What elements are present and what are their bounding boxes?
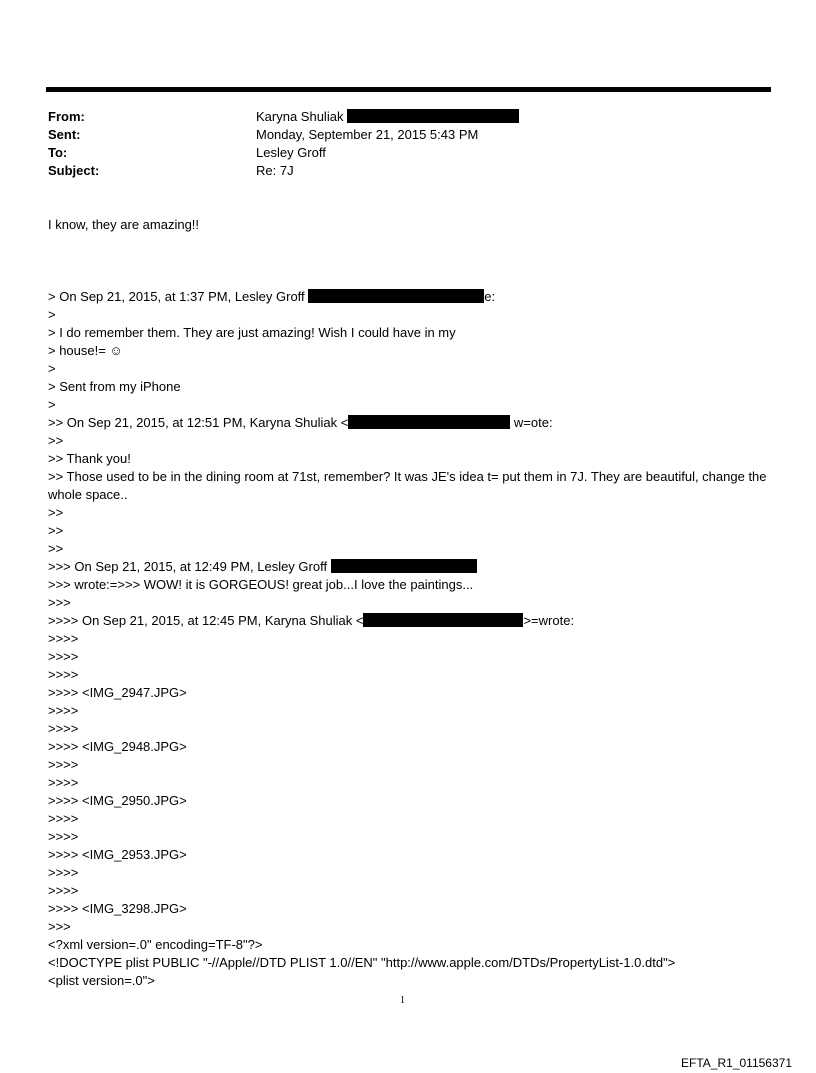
quote-line: >>>> [48, 829, 79, 844]
attachment-line: >>>> <IMG_2953.JPG> [48, 847, 187, 862]
quote-line: >>>> [48, 811, 79, 826]
subject-label: Subject: [48, 163, 100, 178]
quote-text: >>> On Sep 21, 2015, at 12:49 PM, Lesley Groff [48, 559, 331, 574]
redaction-box [331, 559, 477, 573]
attachment-line: >>>> <IMG_2948.JPG> [48, 739, 187, 754]
quote-line: > Sent from my iPhone [48, 379, 181, 394]
quote-text: w=ote: [510, 415, 553, 430]
subject-value: Re: 7J [256, 163, 294, 178]
quote-line: >>>> [48, 631, 79, 646]
quote-line: >> Those used to be in the dining room at 71st, remember? It was JE's idea t= put them in 7J. They are beautiful, change the whole space.. [48, 469, 767, 502]
quote-line: >>> [48, 919, 71, 934]
quote-line: >> [48, 541, 64, 556]
quote-text: >> On Sep 21, 2015, at 12:51 PM, Karyna Shuliak < [48, 415, 349, 430]
redaction-box [347, 109, 519, 123]
quote-line: >>>> [48, 667, 79, 682]
quote-line: > I do remember them. They are just amazing! Wish I could have in my [48, 325, 456, 340]
quote-line [48, 612, 574, 630]
opening-line: I know, they are amazing!! [48, 217, 200, 232]
to-label: To: [48, 145, 68, 160]
quote-text: >>>> On Sep 21, 2015, at 12:45 PM, Karyna Shuliak < [48, 613, 364, 628]
from-name: Karyna Shuliak [256, 109, 344, 124]
xml-line: <!DOCTYPE plist PUBLIC "-//Apple//DTD PLIST 1.0//EN" "http://www.apple.com/DTDs/PropertyList-1.0.dtd"> [48, 955, 676, 970]
quote-line [48, 288, 495, 306]
redaction-box [308, 289, 484, 303]
quote-line: >> [48, 523, 64, 538]
quote-line: > [48, 307, 56, 322]
quote-line: > house!= ☺ [48, 343, 123, 358]
quote-line: >>>> [48, 883, 79, 898]
quote-text: e: [484, 289, 496, 304]
to-value: Lesley Groff [256, 145, 326, 160]
xml-line: <?xml version=.0" encoding=TF-8"?> [48, 937, 263, 952]
from-value [256, 108, 519, 126]
redaction-box [363, 613, 523, 627]
quote-line: >>>> [48, 703, 79, 718]
attachment-line: >>>> <IMG_2947.JPG> [48, 685, 187, 700]
quote-line: >>>> [48, 649, 79, 664]
attachment-line: >>>> <IMG_3298.JPG> [48, 901, 187, 916]
xml-line: <plist version=.0"> [48, 973, 155, 988]
quote-line: >> [48, 505, 64, 520]
quote-line [48, 558, 477, 576]
quote-line: > [48, 397, 56, 412]
from-label: From: [48, 109, 85, 124]
attachment-line: >>>> <IMG_2950.JPG> [48, 793, 187, 808]
quote-text: > On Sep 21, 2015, at 1:37 PM, Lesley Groff [48, 289, 309, 304]
quote-text: >=wrote: [523, 613, 575, 628]
quote-line: >>>> [48, 865, 79, 880]
quote-line: >>> [48, 595, 71, 610]
quote-line: > [48, 361, 56, 376]
quote-line: >>>> [48, 757, 79, 772]
redaction-box [348, 415, 510, 429]
quote-line: >>>> [48, 721, 79, 736]
document-id: EFTA_R1_01156371 [681, 1056, 792, 1070]
quote-line: >> [48, 433, 64, 448]
quote-line: >>> wrote:=>>> WOW! it is GORGEOUS! great job...I love the paintings... [48, 577, 474, 592]
quote-line: >> Thank you! [48, 451, 131, 466]
quote-line: >>>> [48, 775, 79, 790]
quote-line [48, 414, 553, 432]
page-number: 1 [400, 995, 405, 1006]
header-rule [46, 87, 771, 92]
sent-label: Sent: [48, 127, 81, 142]
sent-value: Monday, September 21, 2015 5:43 PM [256, 127, 479, 142]
